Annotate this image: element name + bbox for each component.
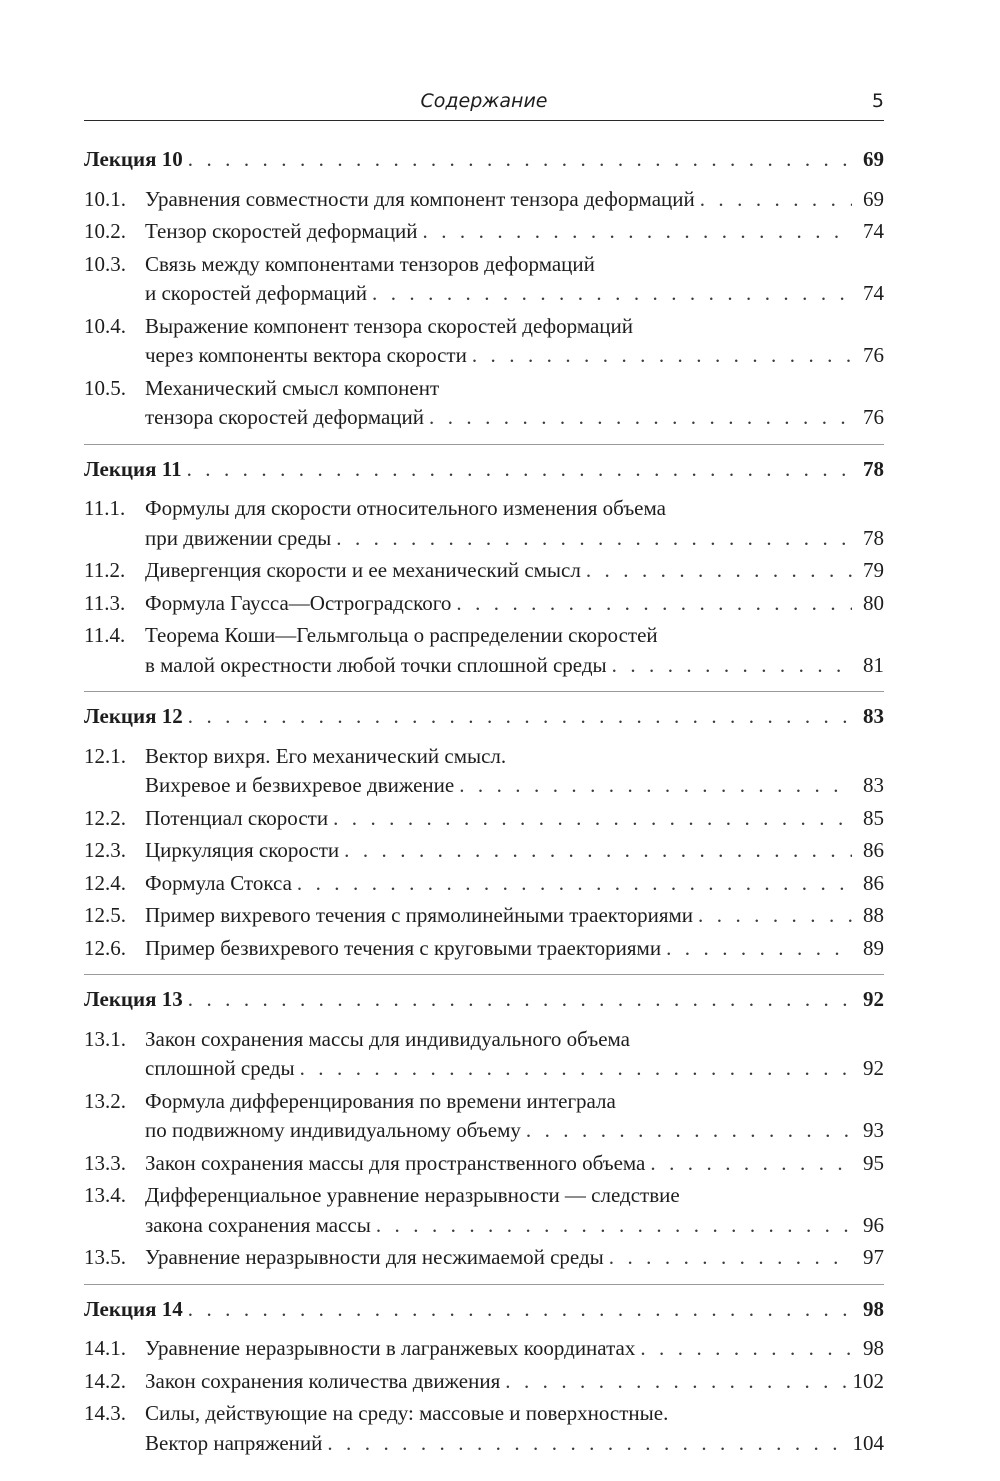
section-page-number: 74 [863, 281, 884, 305]
dot-leader [188, 145, 852, 175]
section-title-line [145, 1054, 884, 1084]
section-number: 10.1. [84, 186, 126, 211]
dot-leader [429, 403, 852, 433]
section-title: Формулы для скорости относительного изменения объема [145, 496, 666, 520]
section-title: Закон сохранения массы для индивидуального объема [145, 1026, 630, 1051]
section-number: 11.2. [84, 558, 126, 582]
section-number: 13.2. [84, 1088, 126, 1113]
section-number: 13.1. [84, 1026, 126, 1051]
section-body [145, 901, 884, 931]
section-number: 13.5. [84, 1245, 126, 1269]
dot-leader [188, 985, 852, 1015]
toc-entry[interactable] [84, 1367, 884, 1397]
toc-lecture-block [84, 702, 884, 975]
toc-entry[interactable] [84, 869, 884, 899]
section-page-number: 102 [852, 1368, 884, 1393]
section-title-line [145, 836, 884, 866]
section-number: 11.3. [84, 590, 126, 615]
toc-entry[interactable] [84, 556, 884, 586]
section-page-number: 83 [863, 773, 884, 797]
book-page [84, 86, 884, 1479]
section-number: 11.4. [84, 623, 126, 647]
toc-entry[interactable] [84, 185, 884, 215]
section-title-line [145, 1243, 884, 1273]
section-title: закона сохранения массы [145, 1212, 371, 1237]
section-title: сплошной среды [145, 1056, 295, 1080]
dot-leader [640, 1334, 852, 1364]
page-number: 5 [871, 90, 884, 112]
section-page-number: 79 [863, 558, 884, 582]
section-body [145, 1399, 884, 1458]
section-title-line [145, 403, 884, 433]
section-title-line [145, 771, 884, 801]
section-title-line [145, 1399, 884, 1429]
toc-entry[interactable] [84, 494, 884, 553]
section-page-number: 85 [863, 805, 884, 830]
lecture-title: Лекция 11 [84, 456, 182, 481]
dot-leader [327, 1429, 846, 1459]
section-body [145, 804, 884, 834]
section-body [145, 250, 884, 309]
section-title: Теорема Коши—Гельмгольца о распределении скоростей [145, 623, 658, 647]
section-title: Силы, действующие на среду: массовые и поверхностные. [145, 1401, 669, 1425]
toc-entry[interactable] [84, 1087, 884, 1146]
section-title: Уравнение неразрывности для несжимаемой среды [145, 1245, 604, 1269]
section-body [145, 494, 884, 553]
lecture-page-number: 69 [863, 147, 884, 171]
dot-leader [472, 341, 852, 371]
section-title-line [145, 804, 884, 834]
running-head [84, 86, 884, 121]
section-title: Формула Гаусса—Остроградского [145, 590, 452, 615]
section-title: Пример вихревого течения с прямолинейными траекториями [145, 903, 694, 927]
toc-entry[interactable] [84, 374, 884, 433]
running-head-title: Содержание [420, 90, 548, 112]
section-number: 14.2. [84, 1368, 126, 1393]
section-body [145, 312, 884, 371]
section-title-line [145, 1367, 884, 1397]
section-number: 12.4. [84, 870, 126, 895]
section-page-number: 76 [863, 343, 884, 367]
section-title-line [145, 1334, 884, 1364]
dot-leader [586, 556, 852, 586]
section-page-number: 89 [863, 935, 884, 960]
toc-entry[interactable] [84, 1243, 884, 1273]
section-title: Вихревое и безвихревое движение [145, 773, 455, 797]
toc-entry[interactable] [84, 1149, 884, 1179]
lecture-heading-body [84, 702, 884, 732]
section-body [145, 589, 884, 619]
section-title-line [145, 742, 884, 772]
section-title-line [145, 934, 884, 964]
section-title: Выражение компонент тензора скоростей деформаций [145, 313, 634, 338]
section-title: Уравнения совместности для компонент тензора деформаций [145, 186, 695, 211]
toc-entry[interactable] [84, 1334, 884, 1364]
section-title: Пример безвихревого течения с круговыми траекториями [145, 935, 662, 960]
lecture-page-number: 92 [863, 987, 884, 1011]
section-body [145, 1149, 884, 1179]
lecture-heading-body [84, 985, 884, 1015]
section-body [145, 1334, 884, 1364]
dot-leader [459, 771, 852, 801]
section-number: 14.1. [84, 1336, 126, 1360]
section-title: Циркуляция скорости [145, 838, 340, 862]
section-body [145, 556, 884, 586]
section-title-line [145, 589, 884, 619]
section-number: 12.6. [84, 935, 126, 960]
section-number: 12.1. [84, 743, 126, 768]
lecture-heading[interactable] [84, 455, 884, 485]
section-number: 12.3. [84, 838, 126, 862]
dot-leader [333, 804, 852, 834]
section-body [145, 836, 884, 866]
section-body [145, 869, 884, 899]
section-page-number: 86 [863, 870, 884, 895]
section-title: в малой окрестности любой точки сплошной среды [145, 652, 607, 677]
section-title-line [145, 185, 884, 215]
section-title-line [145, 651, 884, 681]
lecture-heading-line [84, 455, 884, 485]
lecture-heading-body [84, 455, 884, 485]
section-body [145, 1087, 884, 1146]
toc-entry[interactable] [84, 804, 884, 834]
section-title: Тензор скоростей деформаций [145, 219, 418, 243]
toc-entry[interactable] [84, 589, 884, 619]
toc-entry[interactable] [84, 901, 884, 931]
toc-entry[interactable] [84, 1181, 884, 1240]
section-title: Дивергенция скорости и ее механический смысл [145, 558, 581, 582]
section-body [145, 1243, 884, 1273]
section-title: Формула Стокса [145, 870, 292, 895]
section-page-number: 98 [863, 1336, 884, 1360]
section-title-line [145, 556, 884, 586]
dot-leader [423, 217, 852, 247]
section-number: 10.5. [84, 375, 126, 400]
toc-entry[interactable] [84, 934, 884, 964]
section-title: Вектор вихря. Его механический смысл. [145, 743, 507, 768]
dot-leader [666, 934, 852, 964]
section-page-number: 104 [852, 1430, 884, 1455]
section-page-number: 93 [863, 1118, 884, 1142]
dot-leader [372, 279, 852, 309]
section-title-line [145, 1181, 884, 1211]
dot-leader [505, 1367, 846, 1397]
section-title: Закон сохранения количества движения [145, 1368, 501, 1393]
section-title-line [145, 341, 884, 371]
section-body [145, 742, 884, 801]
lecture-title: Лекция 12 [84, 704, 183, 728]
dot-leader [344, 836, 852, 866]
lecture-title: Лекция 10 [84, 147, 183, 171]
section-number: 11.1. [84, 496, 126, 520]
section-title: тензора скоростей деформаций [145, 405, 424, 429]
dot-leader [297, 869, 852, 899]
table-of-contents [84, 145, 884, 1469]
section-number: 13.3. [84, 1150, 126, 1175]
toc-entry[interactable] [84, 1399, 884, 1458]
section-page-number: 74 [863, 219, 884, 243]
lecture-title: Лекция 14 [84, 1296, 183, 1321]
section-page-number: 97 [863, 1245, 884, 1269]
dot-leader [526, 1116, 852, 1146]
toc-entry[interactable] [84, 312, 884, 371]
section-page-number: 95 [863, 1150, 884, 1175]
lecture-heading-line [84, 145, 884, 175]
lecture-heading[interactable] [84, 702, 884, 732]
section-number: 14.3. [84, 1401, 126, 1425]
section-title-line [145, 312, 884, 342]
section-body [145, 374, 884, 433]
section-title: Механический смысл компонент [145, 375, 440, 400]
section-body [145, 621, 884, 680]
toc-lecture-block [84, 455, 884, 693]
toc-entry[interactable] [84, 217, 884, 247]
section-title-line [145, 250, 884, 280]
lecture-heading-body [84, 145, 884, 175]
lecture-page-number: 83 [863, 704, 884, 728]
section-body [145, 1025, 884, 1084]
dot-leader [456, 589, 852, 619]
section-page-number: 69 [863, 186, 884, 211]
section-title-line [145, 901, 884, 931]
section-title-line [145, 494, 884, 524]
section-page-number: 81 [863, 652, 884, 677]
toc-lecture-block [84, 1295, 884, 1470]
section-title-line [145, 374, 884, 404]
section-page-number: 96 [863, 1212, 884, 1237]
dot-leader [650, 1149, 852, 1179]
section-body [145, 934, 884, 964]
section-body [145, 1181, 884, 1240]
section-title: Потенциал скорости [145, 805, 329, 830]
dot-leader [300, 1054, 852, 1084]
section-title: при движении среды [145, 525, 332, 550]
section-title: Закон сохранения массы для пространственного объема [145, 1150, 646, 1175]
section-title: Вектор напряжений [145, 1430, 323, 1455]
toc-entry[interactable] [84, 1025, 884, 1084]
dot-leader [188, 702, 852, 732]
section-title: Дифференциальное уравнение неразрывности — следствие [145, 1183, 680, 1207]
section-title-line [145, 524, 884, 554]
section-body [145, 217, 884, 247]
section-page-number: 88 [863, 903, 884, 927]
dot-leader [612, 651, 852, 681]
lecture-page-number: 98 [863, 1296, 884, 1321]
dot-leader [187, 455, 852, 485]
section-title: Связь между компонентами тензоров деформаций [145, 251, 595, 276]
lecture-title: Лекция 13 [84, 987, 183, 1011]
section-page-number: 86 [863, 838, 884, 862]
lecture-heading-body [84, 1295, 884, 1325]
section-number: 10.4. [84, 313, 126, 338]
section-number: 12.5. [84, 903, 126, 927]
section-title-line [145, 1116, 884, 1146]
section-title: и скоростей деформаций [145, 281, 368, 305]
section-number: 13.4. [84, 1183, 126, 1207]
section-body [145, 1367, 884, 1397]
dot-leader [609, 1243, 852, 1273]
section-title: через компоненты вектора скорости [145, 343, 467, 367]
section-title-line [145, 217, 884, 247]
section-page-number: 92 [863, 1056, 884, 1080]
section-page-number: 80 [863, 590, 884, 615]
section-title-line [145, 1429, 884, 1459]
dot-leader [700, 185, 852, 215]
section-title-line [145, 621, 884, 651]
lecture-heading[interactable] [84, 985, 884, 1015]
section-title-line [145, 1087, 884, 1117]
lecture-heading[interactable] [84, 145, 884, 175]
dot-leader [336, 524, 852, 554]
dot-leader [376, 1211, 852, 1241]
section-number: 10.2. [84, 219, 126, 243]
section-title: Уравнение неразрывности в лагранжевых координатах [145, 1336, 636, 1360]
section-body [145, 185, 884, 215]
section-title-line [145, 1025, 884, 1055]
section-title-line [145, 869, 884, 899]
lecture-heading-line [84, 702, 884, 732]
lecture-page-number: 78 [863, 456, 884, 481]
section-title-line [145, 1211, 884, 1241]
lecture-heading-line [84, 1295, 884, 1325]
toc-entry[interactable] [84, 621, 884, 680]
section-page-number: 78 [863, 525, 884, 550]
lecture-heading[interactable] [84, 1295, 884, 1325]
toc-entry[interactable] [84, 836, 884, 866]
toc-entry[interactable] [84, 742, 884, 801]
dot-leader [698, 901, 852, 931]
section-page-number: 76 [863, 405, 884, 429]
section-title-line [145, 1149, 884, 1179]
toc-lecture-block [84, 145, 884, 445]
toc-lecture-block [84, 985, 884, 1285]
section-number: 10.3. [84, 251, 126, 276]
dot-leader [188, 1295, 852, 1325]
section-title: по подвижному индивидуальному объему [145, 1118, 521, 1142]
toc-entry[interactable] [84, 250, 884, 309]
section-title-line [145, 279, 884, 309]
section-number: 12.2. [84, 805, 126, 830]
section-title: Формула дифференцирования по времени интеграла [145, 1088, 616, 1113]
lecture-heading-line [84, 985, 884, 1015]
